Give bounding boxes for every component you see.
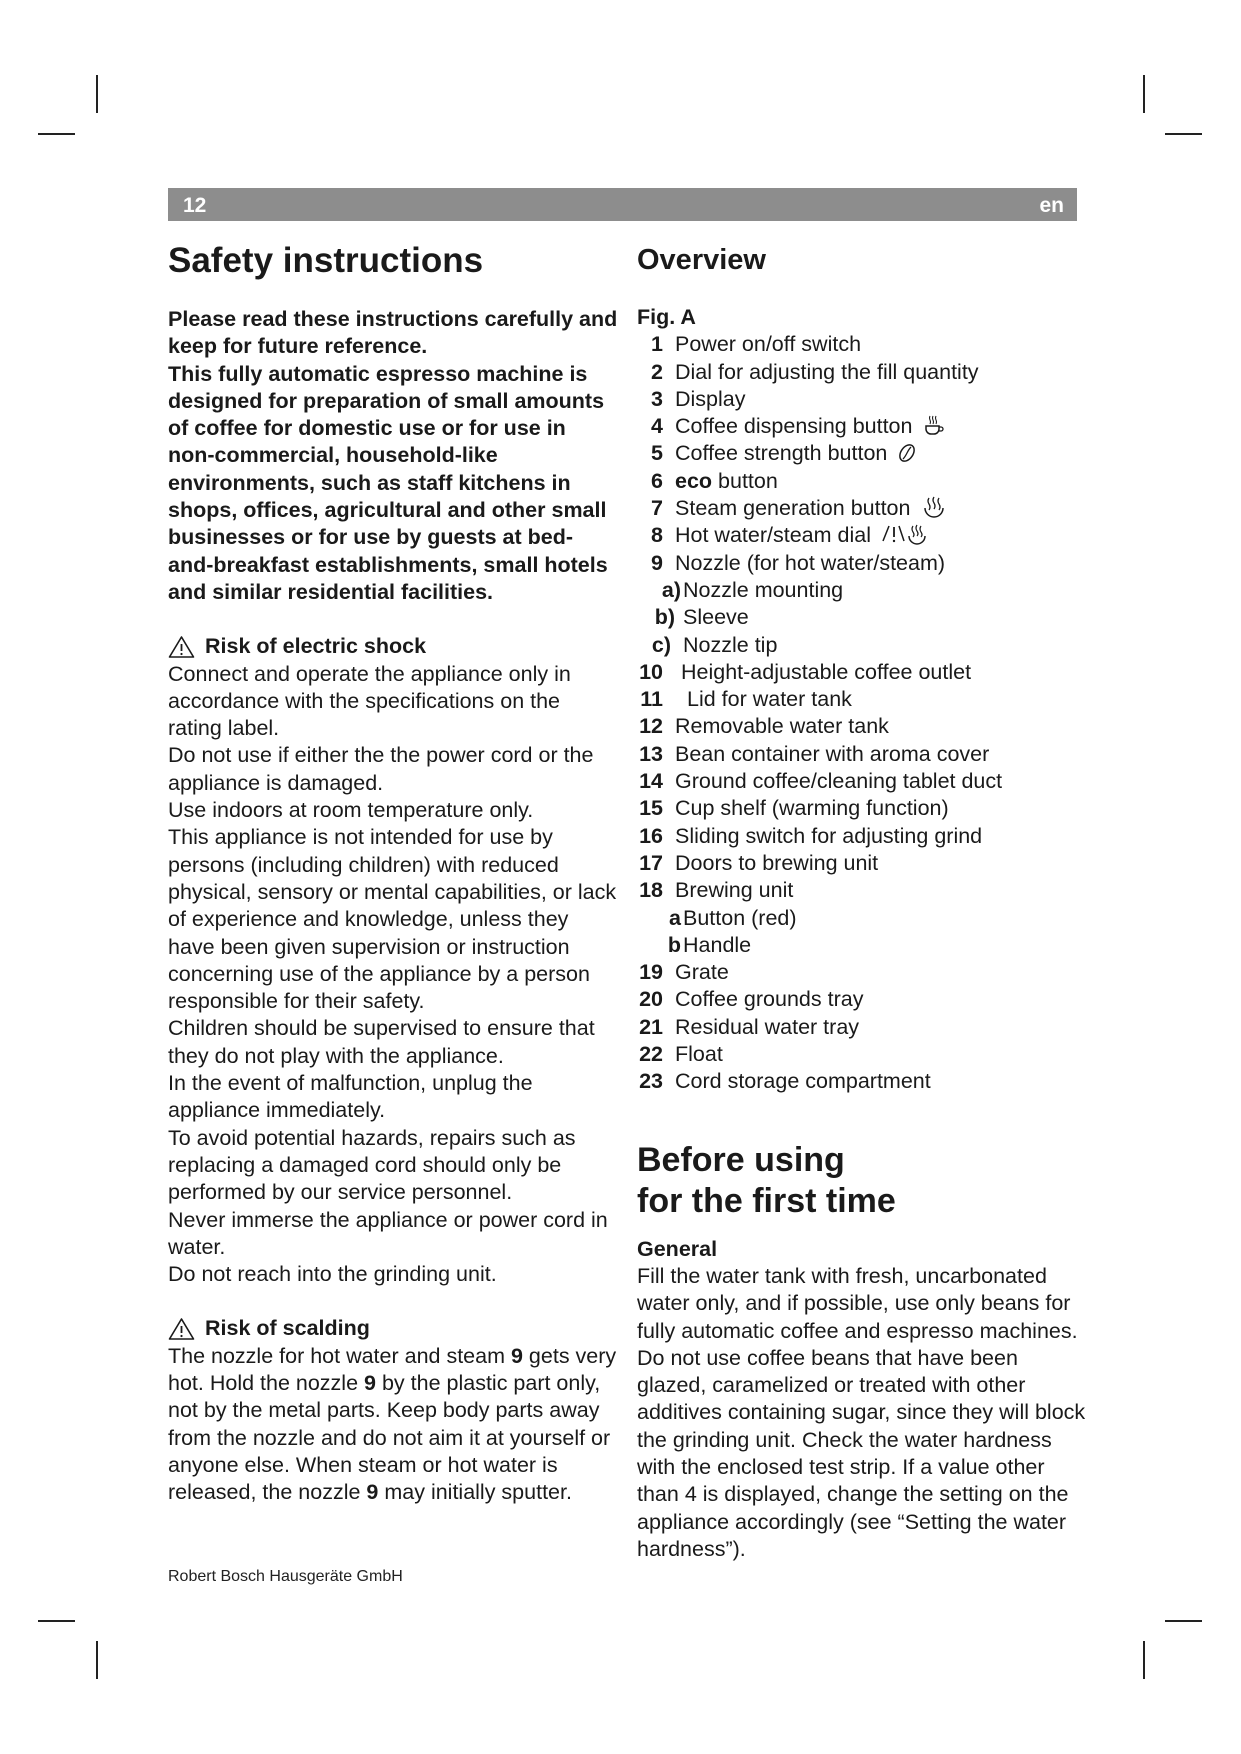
coffee-bean-icon (897, 443, 917, 463)
list-item: 4 Coffee dispensing button (637, 413, 1087, 440)
page-number: 12 (183, 194, 207, 217)
crop-mark-bottom-right-h (1165, 1620, 1202, 1622)
list-item: 20 Coffee grounds tray (639, 987, 864, 1012)
list-item: 1 Power on/off switch (651, 332, 862, 357)
body-paragraph: Connect and operate the appliance only in accordance with the specifications on the rating label. (168, 661, 571, 741)
list-item: 6 eco button (651, 468, 778, 493)
safety-column (168, 238, 618, 1506)
electric-shock-title: Risk of electric shock (205, 634, 427, 659)
list-item: a) Nozzle mounting (661, 577, 844, 602)
footer-company: Robert Bosch Hausgeräte GmbH (168, 1568, 403, 1585)
intro-paragraph: This fully automatic espresso machine is designed for preparation of small amounts of coffee for domestic use or for use in non-commercial, household-like environments, such as staff kitchens in shops, offices, agricultural and other small businesses or for use by guests at bed-and-breakfast establishments, small hotels and similar residential facilities. (168, 361, 608, 604)
intro-paragraph: Please read these instructions carefully and keep for future reference. (168, 307, 618, 359)
body-paragraph: Use indoors at room temperature only. (168, 798, 534, 823)
list-item: 9 Nozzle (for hot water/steam) (651, 550, 946, 575)
steam-icon (920, 496, 948, 518)
warning-triangle-icon (168, 635, 195, 659)
figure-label: Fig. A (637, 305, 696, 329)
scalding-title: Risk of scalding (205, 1316, 370, 1341)
list-item: 13 Bean container with aroma cover (639, 741, 990, 766)
list-item: 11 Lid for water tank (640, 687, 852, 712)
list-item: 10 Height-adjustable coffee outlet (639, 659, 972, 684)
coffee-cup-icon (922, 414, 946, 436)
list-item: 18 Brewing unit (639, 878, 794, 903)
body-paragraph: Never immerse the appliance or power cord in water. (168, 1207, 608, 1259)
crop-mark-top-right-v (1143, 75, 1145, 113)
crop-mark-bottom-right-v (1143, 1641, 1145, 1679)
body-paragraph: Children should be supervised to ensure that they do not play with the appliance. (168, 1016, 595, 1068)
language-code: en (1039, 194, 1064, 217)
crop-mark-top-left-v (96, 75, 98, 113)
page-header-bar (168, 188, 1077, 221)
list-item: a Button (red) (669, 905, 797, 930)
body-paragraph: In the event of malfunction, unplug the appliance immediately. (168, 1071, 533, 1123)
overview-column (637, 240, 1087, 1563)
body-paragraph: The nozzle for hot water and steam 9 gets very hot. Hold the nozzle 9 by the plastic part only, not by the metal parts. Keep body parts away from the nozzle and do not aim it at yourself or anyone else. When steam or hot water is released, the nozzle 9 may initially sputter. (168, 1343, 617, 1505)
list-item: 23 Cord storage compartment (639, 1069, 931, 1094)
electric-shock-heading (168, 633, 618, 660)
list-item: 21 Residual water tray (639, 1014, 860, 1039)
list-item: 5 Coffee strength button (637, 440, 1087, 467)
body-paragraph: Do not reach into the grinding unit. (168, 1262, 497, 1287)
crop-mark-top-left-h (38, 133, 75, 135)
general-subtitle: General (637, 1236, 718, 1261)
body-paragraph: Do not use if either the the power cord or the appliance is damaged. (168, 743, 594, 795)
list-item: 22 Float (639, 1042, 723, 1067)
electric-shock-text (168, 661, 618, 1289)
crop-mark-bottom-left-v (96, 1641, 98, 1679)
crop-mark-bottom-left-h (38, 1620, 75, 1622)
list-item: 14 Ground coffee/cleaning tablet duct (639, 769, 1003, 794)
list-item: c) Nozzle tip (651, 632, 778, 657)
list-item: b Handle (667, 932, 752, 957)
body-paragraph: This appliance is not intended for use by persons (including children) with reduced physical, sensory or mental capabilities, or lack of experience and knowledge, unless they have been given supervision or instruction concerning use of the appliance by a person responsible for their safety. (168, 825, 617, 1014)
safety-title: Safety instructions (168, 241, 484, 280)
body-paragraph: To avoid potential hazards, repairs such as replacing a damaged cord should only be performed by our service personnel. (168, 1125, 576, 1205)
list-item: 19 Grate (639, 960, 729, 985)
hot-water-steam-icon (881, 523, 933, 545)
list-item: 12 Removable water tank (639, 714, 889, 739)
safety-intro (168, 306, 618, 606)
scalding-text (168, 1343, 618, 1507)
overview-title: Overview (637, 244, 766, 276)
scalding-heading (168, 1315, 618, 1342)
list-item: 3 Display (651, 386, 746, 411)
list-item: 15 Cup shelf (warming function) (639, 796, 949, 821)
list-item: 16 Sliding switch for adjusting grind (639, 823, 983, 848)
warning-triangle-icon (168, 1317, 195, 1341)
list-item: 2 Dial for adjusting the fill quantity (651, 359, 979, 384)
crop-mark-top-right-h (1165, 133, 1202, 135)
general-text: Fill the water tank with fresh, uncarbonated water only, and if possible, use only beans for fully automatic coffee and espresso machines. Do not use coffee beans that have been glazed, caramelized or treated with other additives containing sugar, since they will block the grinding unit. Check the water hardness with the enclosed test strip. If a value other than 4 is displayed, change the setting on the appliance accordingly (see “Setting the water hardness”). (637, 1263, 1086, 1561)
list-item: 7 Steam generation button (637, 495, 1087, 522)
parts-list (637, 331, 1087, 1095)
list-item: 8 Hot water/steam dial (637, 522, 1087, 549)
list-item: b) Sleeve (654, 605, 749, 630)
list-item: 17 Doors to brewing unit (639, 850, 879, 875)
before-first-use-title: Before using for the first time (637, 1140, 896, 1220)
